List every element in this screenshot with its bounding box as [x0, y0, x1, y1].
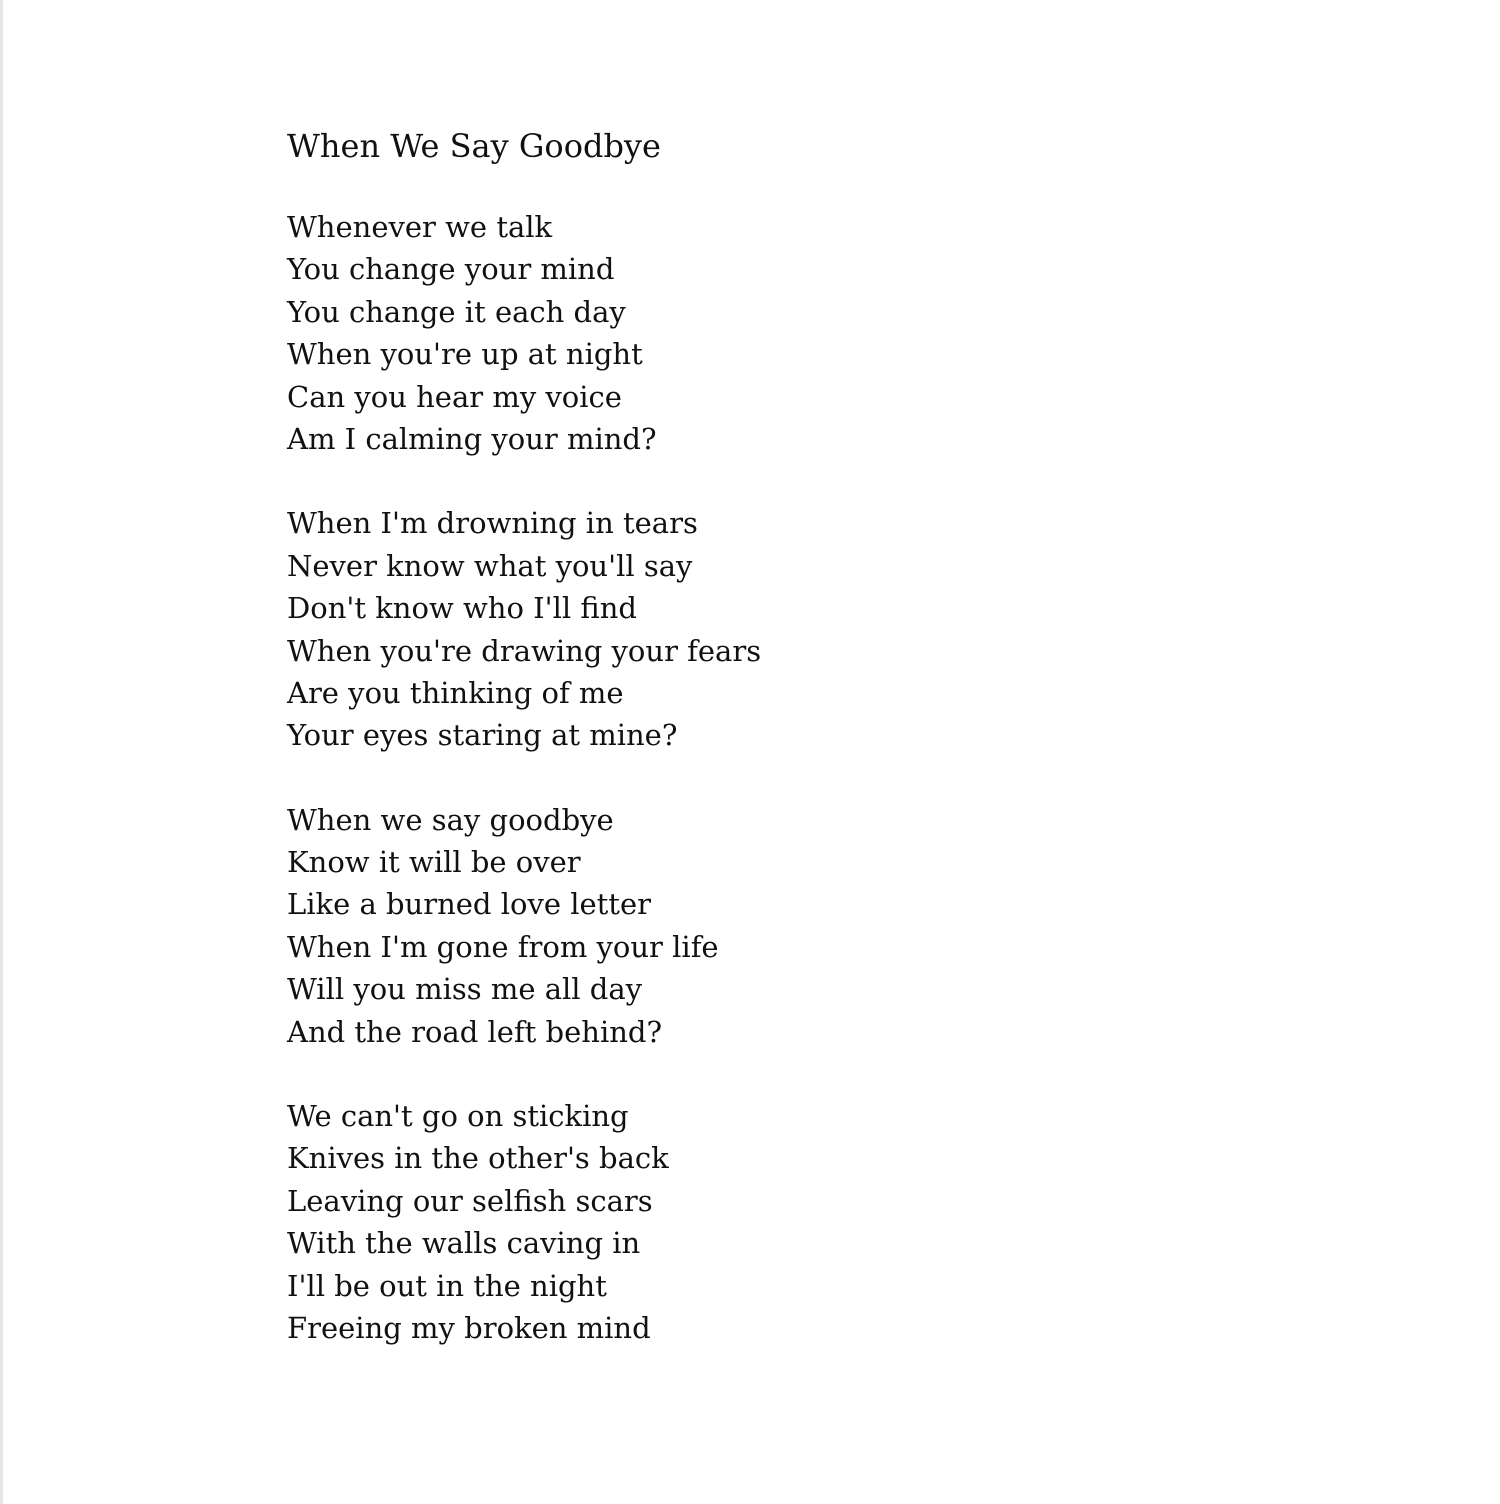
poem-line: Whenever we talk — [287, 210, 553, 244]
poem-line: When I'm gone from your life — [287, 929, 719, 964]
poem-line: With the walls caving in — [287, 1226, 641, 1261]
page-left-edge — [0, 0, 3, 1504]
poem-line: Never know what you'll say — [287, 548, 693, 583]
poem-line: Can you hear my voice — [287, 379, 622, 414]
poem-line: Will you miss me all day — [287, 972, 643, 1007]
poem-line: We can't go on sticking — [287, 1099, 629, 1134]
poem-line: You change your mind — [287, 252, 615, 287]
poem-line: When I'm drowning in tears — [287, 506, 698, 541]
poem-line: Knives in the other's back — [287, 1141, 669, 1176]
poem-line: Am I calming your mind? — [287, 421, 657, 456]
poem-line: Don't know who I'll find — [287, 591, 637, 626]
poem-line: Like a burned love letter — [287, 887, 651, 922]
poem-line: Your eyes staring at mine? — [287, 718, 678, 753]
stanza — [287, 1095, 1387, 1349]
poem-line: Know it will be over — [287, 845, 581, 880]
poem-body — [287, 206, 1387, 1349]
poem-line: And the road left behind? — [287, 1014, 663, 1049]
poem-line: When we say goodbye — [287, 802, 614, 837]
poem-line: Freeing my broken mind — [287, 1310, 651, 1345]
stanza — [287, 799, 1387, 1053]
poem-line: When you're up at night — [287, 337, 643, 372]
poem-page — [287, 118, 1387, 1391]
poem-line: I'll be out in the night — [287, 1268, 607, 1303]
poem-line: When you're drawing your fears — [287, 633, 762, 668]
stanza — [287, 206, 1387, 460]
stanza — [287, 502, 1387, 756]
poem-line: You change it each day — [287, 294, 626, 329]
poem-line: Are you thinking of me — [287, 675, 624, 710]
poem-title: When We Say Goodbye — [287, 127, 661, 165]
poem-line: Leaving our selfish scars — [287, 1183, 653, 1218]
